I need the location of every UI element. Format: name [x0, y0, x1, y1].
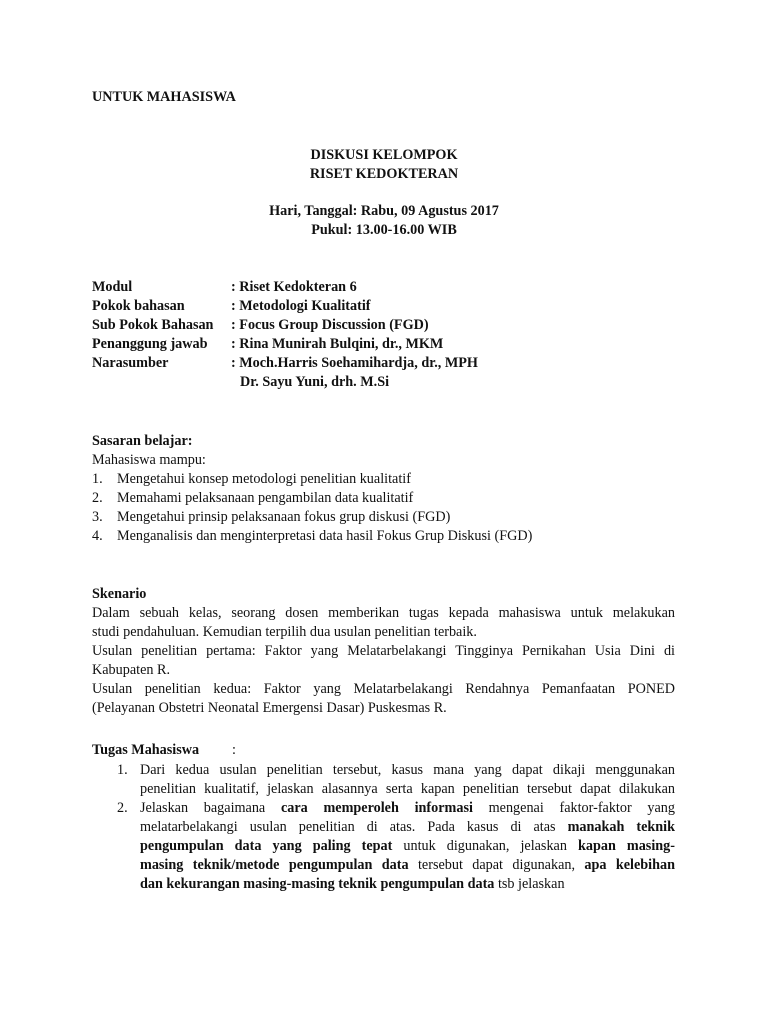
- audience-label: UNTUK MAHASISWA: [92, 89, 236, 105]
- bold-run: apa kelebihan: [584, 857, 675, 873]
- text-run: untuk digunakan, jelaskan: [392, 838, 578, 854]
- list-item: Memahami pelaksanaan pengambilan data kualitatif: [117, 490, 414, 506]
- paragraph-line: [140, 799, 675, 818]
- info-value: : Moch.Harris Soehamihardja, dr., MPH: [231, 355, 478, 371]
- list-item: Mengetahui konsep metodologi penelitian kualitatif: [117, 471, 411, 487]
- tugas-item-1: [140, 761, 675, 799]
- info-value-extra: Dr. Sayu Yuni, drh. M.Si: [240, 374, 390, 390]
- paragraph-line: penelitian kualitatif, jelaskan alasannya serta kapan penelitian tersebut dapat dilakukan: [140, 781, 675, 797]
- list-item: Menganalisis dan menginterpretasi data hasil Fokus Grup Diskusi (FGD): [117, 528, 533, 544]
- info-label: Sub Pokok Bahasan: [92, 317, 214, 333]
- list-number: 2.: [92, 490, 103, 506]
- text-run: tersebut dapat digunakan,: [408, 857, 585, 873]
- info-value: : Riset Kedokteran 6: [231, 279, 357, 295]
- paragraph-line: [140, 818, 675, 837]
- text-run: melatarbelakangi usulan penelitian di atas. Pada kasus di atas: [140, 819, 568, 835]
- list-number: 2.: [117, 800, 128, 816]
- paragraph-line: Dalam sebuah kelas, seorang dosen memberikan tugas kepada mahasiswa untuk melakukan: [92, 605, 675, 621]
- info-label: Penanggung jawab: [92, 336, 208, 352]
- section-heading-skenario: Skenario: [92, 586, 147, 602]
- text-run: mengenai faktor-faktor yang: [472, 800, 675, 816]
- paragraph-line: Usulan penelitian kedua: Faktor yang Melatarbelakangi Rendahnya Pemanfaatan PONED: [92, 681, 675, 697]
- document-title: DISKUSI KELOMPOK: [310, 147, 458, 163]
- paragraph-line: studi pendahuluan. Kemudian terpilih dua usulan penelitian terbaik.: [92, 624, 477, 640]
- info-label: Narasumber: [92, 355, 169, 371]
- paragraph-line: Kabupaten R.: [92, 662, 171, 678]
- list-number: 1.: [117, 762, 128, 778]
- paragraph-line: Dari kedua usulan penelitian tersebut, kasus mana yang dapat dikaji menggunakan: [140, 762, 675, 778]
- info-label: Pokok bahasan: [92, 298, 185, 314]
- paragraph-line: [140, 837, 675, 856]
- document-subtitle: RISET KEDOKTERAN: [309, 166, 459, 182]
- bold-run: pengumpulan data yang paling tepat: [140, 838, 393, 854]
- info-label: Modul: [92, 279, 133, 295]
- paragraph-line: Usulan penelitian pertama: Faktor yang Melatarbelakangi Tingginya Pernikahan Usia Dini di: [92, 643, 675, 659]
- bold-run: cara memperoleh informasi: [280, 800, 473, 816]
- tugas-item-2: [140, 799, 675, 894]
- list-number: 1.: [92, 471, 103, 487]
- paragraph-line: [140, 856, 675, 875]
- paragraph-line: (Pelayanan Obstetri Neonatal Emergensi Dasar) Puskesmas R.: [92, 700, 447, 716]
- bold-run: manakah teknik: [567, 819, 675, 835]
- skenario-paragraph: [92, 604, 675, 718]
- list-item: Mengetahui prinsip pelaksanaan fokus grup diskusi (FGD): [117, 509, 451, 525]
- info-value: : Focus Group Discussion (FGD): [231, 317, 429, 333]
- list-number: 3.: [92, 509, 103, 525]
- list-number: 4.: [92, 528, 103, 544]
- bold-run: dan kekurangan masing-masing teknik pengumpulan data: [140, 876, 495, 892]
- sasaran-intro: Mahasiswa mampu:: [92, 452, 206, 468]
- date-line: Hari, Tanggal: Rabu, 09 Agustus 2017: [269, 203, 499, 219]
- bold-run: masing teknik/metode pengumpulan data: [140, 857, 409, 873]
- info-value: : Rina Munirah Bulqini, dr., MKM: [231, 336, 444, 352]
- time-line: Pukul: 13.00-16.00 WIB: [311, 222, 457, 238]
- text-run: tsb jelaskan: [494, 876, 565, 892]
- section-heading-sasaran: Sasaran belajar:: [92, 433, 193, 449]
- section-heading-tugas: Tugas Mahasiswa: [92, 742, 200, 758]
- text-run: Jelaskan bagaimana: [140, 800, 281, 816]
- info-value: : Metodologi Kualitatif: [231, 298, 371, 314]
- paragraph-line: [140, 875, 675, 894]
- bold-run: kapan masing-: [577, 838, 675, 854]
- tugas-colon: :: [232, 742, 236, 758]
